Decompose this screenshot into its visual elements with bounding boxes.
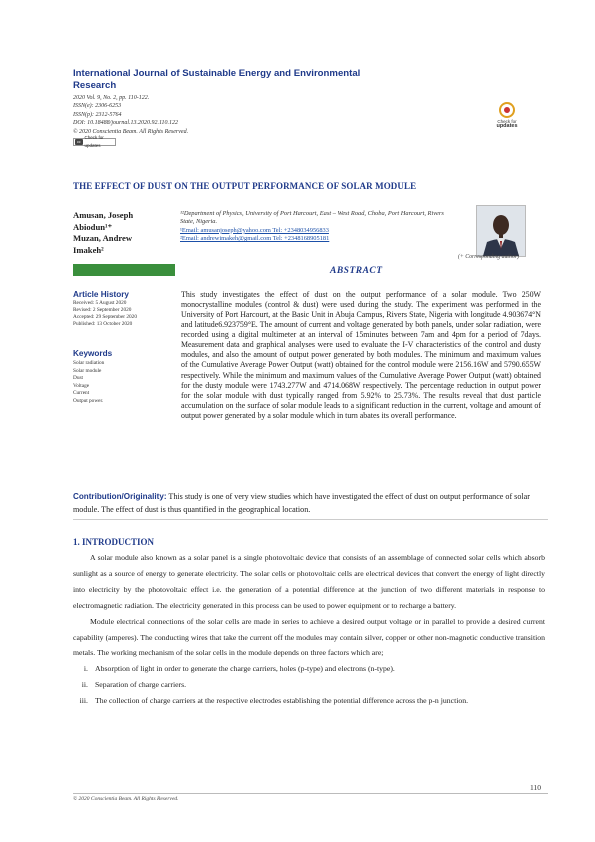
abstract-body: This study investigates the effect of dust on the output performance of a solar module. Two 250W monocrystalline modules (control & dust) were used during the study. The experiment was performed in the University of Port Harcourt, at the Basic Unit in Abuja Campus, Rivers State, Nigeria with longitude 4.903674°N and latitude6.923759°E. The amount of current and voltage generated by both panels, under solar radiation, were recorded using a digital multimeter at an interval of 15minutes between 7am and 4pm for a period of 7days. Measurement data and graphical analyses were used to evaluate the I-V characteristics of the control and dusty modules, and also the amount of output power generated by both modules. The minimum and maximum values of the Cumulative Average Power Output (watt) obtained for the control module were 2156.16W and 5790.655W respectively. While the minimum and maximum values of the Cumulative Average Power Output (watt) obtained for the dusty module were 1743.277W and 4714.068W respectively. The percentage reduction in output power for the solar module with dust typically ranged from 5.92% to 25.73%. The results reveal that dust particle accumulation on the surface of solar module leads to a significant reduction in the current, voltage and amount of output power generated by a solar module which in turn abates its overall performance.	[181, 290, 541, 420]
article-history-heading: Article History	[73, 290, 129, 299]
list-marker: iii.	[79, 696, 88, 706]
contribution-text: This study is one of very view studies which have investigated the effect of dust on output performance of solar module. The effect of dust is thus quantified in the geographical location.	[73, 492, 530, 514]
affiliation	[180, 210, 450, 244]
contact-line-1[interactable]	[180, 227, 450, 235]
badge-label: Check for updates	[84, 135, 104, 148]
email-link[interactable]: ¹Email: amusanjoseph@yahoo.com Tel: +2348034956833	[180, 226, 329, 234]
keyword: Output power.	[73, 397, 104, 404]
history-item: Received: 5 August 2020	[73, 300, 127, 306]
list-item	[73, 677, 545, 693]
publication-meta	[73, 94, 188, 136]
corresponding-author-note: (+ Corresponding author)	[458, 254, 520, 260]
list-item	[73, 693, 545, 709]
list-marker: ii.	[81, 680, 88, 690]
contact-line-2[interactable]	[180, 235, 450, 243]
email-link[interactable]: ²Email: andrewimakeh@gmail.com Tel: +2348168905181	[180, 235, 330, 243]
history-item: Revised: 2 September 2020	[73, 307, 132, 313]
affiliation-text: ¹²Department of Physics, University of Port Harcourt, East – West Road, Choba, Port Harcourt, Rivers State, Nigeria.	[180, 210, 444, 226]
keyword-list	[73, 360, 104, 406]
list-text: Separation of charge carriers.	[95, 680, 187, 690]
footer-copyright: © 2020 Conscientia Beam. All Rights Reserved.	[73, 796, 179, 802]
article-title: THE EFFECT OF DUST ON THE OUTPUT PERFORMANCE OF SOLAR MODULE	[73, 181, 417, 191]
meta-line: 2020 Vol. 9, No. 2, pp. 110-122.	[73, 95, 150, 101]
page-number: 110	[530, 783, 541, 792]
keyword: Current	[73, 390, 90, 397]
sidebar-accent-bar	[73, 264, 175, 276]
paragraph: A solar module also known as a solar panel is a single photovoltaic device that consists of an assemblage of connected solar cells which absorb sunlight as a source of energy to generate electricity. The solar cells or photovoltaic cells are electrical devices that convert the energy of light directly into electricity by the photovoltaic effect i.e. the generation of a potential difference at the junction of two different materials in response to electromagnetic radiation. The electricity generated in this process can be used to power equipment or to recharge a battery.	[73, 553, 545, 610]
author-name: Muzan, Andrew Imakeh²	[73, 233, 133, 255]
article-history	[73, 300, 137, 328]
keyword: Solar module	[73, 367, 102, 374]
list-text: Absorption of light in order to generate the charge carriers, holes (p-type) and electrons (n-type).	[95, 664, 395, 674]
journal-name: International Journal of Sustainable Energy and Environmental Research	[73, 68, 361, 91]
keywords-heading: Keywords	[73, 349, 113, 358]
abstract-heading: ABSTRACT	[330, 266, 383, 276]
section-heading: 1. INTRODUCTION	[73, 537, 155, 547]
keyword: Solar radiation	[73, 360, 105, 366]
paragraph: Module electrical connections of the solar cells are made in series to achieve a desired output voltage or in parallel to provide a desired current capability (amperes). The conducting wires that take the current off the modules may contain silver, copper or other non-magnetic conductive transition metals. The working mechanism of the solar cells in the module depends on three factors which are;	[73, 616, 545, 658]
crossmark-icon	[499, 102, 515, 118]
check-for-updates-badge[interactable]	[492, 102, 522, 129]
history-item: Published: 13 October 2020	[73, 321, 133, 327]
cc-icon: cc	[75, 139, 83, 145]
meta-line: ISSN(e): 2306-6253	[73, 103, 122, 110]
mechanism-list	[73, 661, 545, 709]
license-badge[interactable]	[73, 135, 116, 148]
doi-link[interactable]: DOI: 10.18488/journal.13.2020.92.110.122	[73, 120, 179, 127]
contribution-label: Contribution/Originality:	[73, 492, 167, 501]
author-photo	[476, 205, 526, 257]
list-marker: i.	[83, 664, 88, 674]
contribution-statement	[73, 490, 548, 520]
keyword: Voltage	[73, 382, 90, 389]
crossmark-line2: updates	[496, 123, 518, 129]
section-body	[73, 550, 545, 709]
footer-divider	[73, 793, 548, 794]
keyword: Dust	[73, 375, 84, 382]
history-item: Accepted: 29 September 2020	[73, 314, 137, 320]
meta-line: ISSN(p): 2312-5764	[73, 111, 122, 118]
crossmark-line1: Check for	[497, 119, 517, 124]
meta-line: © 2020 Conscientia Beam. All Rights Reserved.	[73, 128, 189, 135]
list-item	[73, 661, 545, 677]
author-list	[73, 210, 153, 256]
author-name: Amusan, Joseph Abiodun¹⁺	[73, 210, 134, 232]
list-text: The collection of charge carriers at the respective electrodes establishing the potential difference across the p-n junction.	[95, 696, 469, 706]
